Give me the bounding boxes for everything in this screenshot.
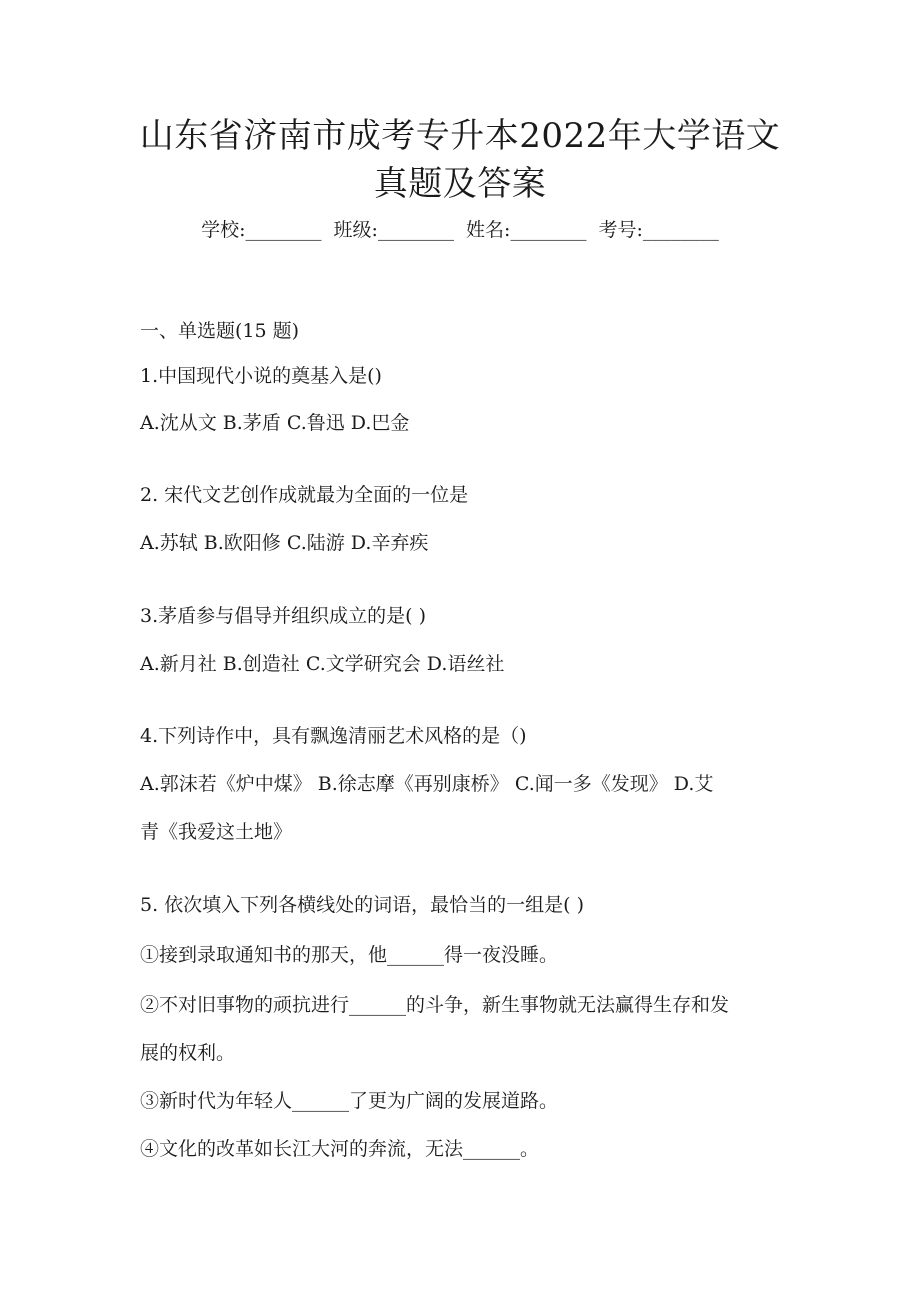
exam-title-line-2: 真题及答案 — [373, 164, 547, 204]
section-heading: 一、单选题(15 题) — [140, 320, 300, 342]
question-3-stem: 3.茅盾参与倡导并组织成立的是( ) — [140, 605, 426, 627]
question-4-options-line-1: A.郭沫若《炉中煤》 B.徐志摩《再别康桥》 C.闻一多《发现》 D.艾 — [140, 773, 714, 795]
question-4-options-line-2: 青《我爱这土地》 — [140, 821, 293, 843]
question-5-item-3: ③新时代为年轻人______了更为广阔的发展道路。 — [140, 1090, 559, 1112]
question-5-item-1: ①接到录取通知书的那天，他______得一夜没睡。 — [140, 944, 559, 966]
question-4-stem: 4.下列诗作中，具有飘逸清丽艺术风格的是（) — [140, 725, 527, 747]
question-1-stem: 1.中国现代小说的奠基入是() — [140, 365, 382, 387]
question-5-item-4: ④文化的改革如长江大河的奔流，无法______。 — [140, 1138, 540, 1160]
question-2-stem: 2. 宋代文艺创作成就最为全面的一位是 — [140, 484, 469, 506]
question-5-stem: 5. 依次填入下列各横线处的词语，最恰当的一组是( ) — [140, 894, 585, 916]
question-1-options: A.沈从文 B.茅盾 C.鲁迅 D.巴金 — [140, 412, 410, 434]
question-3-options: A.新月社 B.创造社 C.文学研究会 D.语丝社 — [140, 653, 505, 675]
question-5-item-2-continued: 展的权利。 — [140, 1042, 236, 1064]
question-2-options: A.苏轼 B.欧阳修 C.陆游 D.辛弃疾 — [140, 532, 429, 554]
question-5-item-2: ②不对旧事物的顽抗进行______的斗争，新生事物就无法赢得生存和发 — [140, 994, 730, 1016]
exam-title-line-1: 山东省济南市成考专升本2022年大学语文 — [139, 116, 781, 156]
student-info-row: 学校:________ 班级:________ 姓名:________ 考号:________ — [201, 219, 719, 241]
